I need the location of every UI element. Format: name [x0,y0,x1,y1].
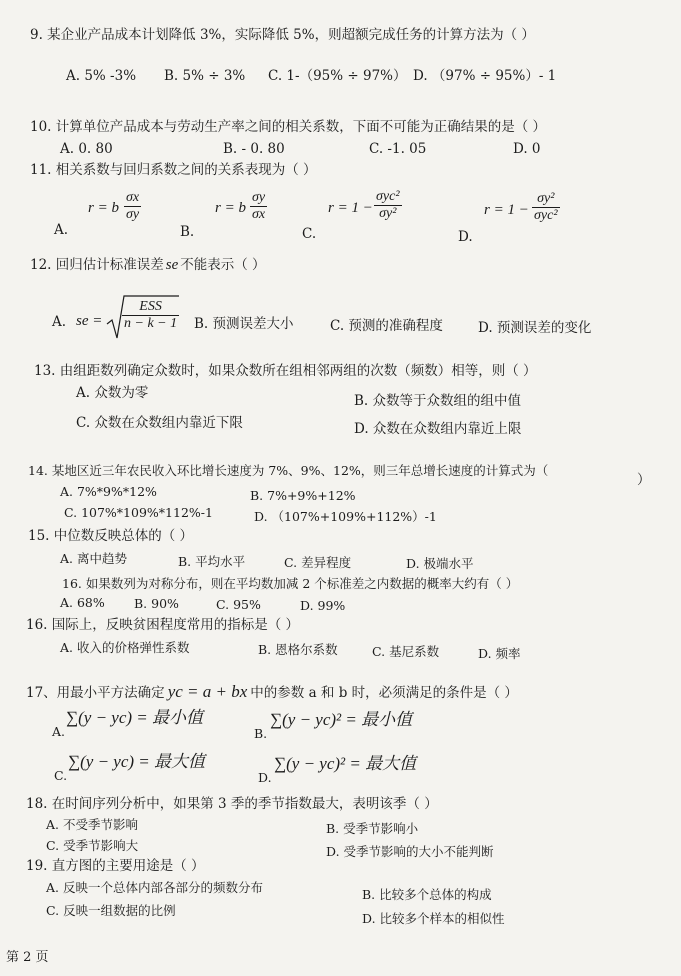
question-14-stem-tail: ） [637,472,651,488]
formula-a-lhs: r = b [88,200,119,216]
question-10-stem: 10. 计算单位产品成本与劳动生产率之间的相关系数，下面不可能为正确结果的是（ ） [30,119,547,135]
formula-b-lhs: r = b [215,200,246,216]
question-9-option-c: C. 1-（95% ÷ 97%） [268,68,407,84]
question-11-stem: 11. 相关系数与回归系数之间的关系表现为（ ） [30,162,317,178]
formula-c-fraction [374,189,402,222]
question-17-option-a-letter: A. [52,724,66,739]
question-17-option-b-expression: ∑(y − yc)² = 最小值 [270,710,413,729]
question-9-stem: 9. 某企业产品成本计划降低 3%，实际降低 5%，则超额完成任务的计算方法为（ ） [30,27,535,43]
question-16a-stem: 16. 如果数列为对称分布，则在平均数加减 2 个标准差之内数据的概率大约有（ ） [62,576,519,591]
question-19-option-a: A. 反映一个总体内部各部分的频数分布 [46,880,263,895]
question-16b-stem: 16. 国际上，反映贫困程度常用的指标是（ ） [26,617,300,633]
question-14-option-a: A. 7%*9%*12% [60,484,157,499]
formula-c-numerator: σyc² [376,189,400,204]
question-10-option-d: D. 0 [513,141,541,157]
question-19-stem: 19. 直方图的主要用途是（ ） [26,858,205,874]
question-18-stem: 18. 在时间序列分析中，如果第 3 季的季节指数最大，表明该季（ ） [26,796,438,812]
formula-regression-line: yc = a + bx [167,682,248,701]
question-18-option-a: A. 不受季节影响 [46,817,138,832]
formula-c-denominator: σy² [379,206,397,221]
question-13-stem: 13. 由组距数列确定众数时，如果众数所在组相邻两组的次数（频数）相等，则（ ） [34,363,537,379]
question-16b-option-b: B. 恩格尔系数 [258,642,338,657]
question-14-option-b: B. 7%+9%+12% [250,488,356,503]
formula-d-numerator: σy² [532,191,560,208]
formula-b-numerator: σy [252,190,266,205]
question-15-option-b: B. 平均水平 [178,554,246,569]
question-10-option-c: C. -1. 05 [369,141,427,157]
question-10-option-a: A. 0. 80 [60,141,113,157]
question-13-option-d: D. 众数在众数组内靠近上限 [354,421,522,437]
question-11-option-a-letter: A. [54,222,69,238]
question-12-stem: 12. 回归估计标准误差 se 不能表示（ ） [30,257,266,273]
question-9-option-b: B. 5% ÷ 3% [164,68,246,84]
question-17-option-c-expression: ∑(y − yc) = 最大值 [68,752,206,771]
question-12-option-b: B. 预测误差大小 [194,316,294,332]
formula-a-fraction [124,190,141,223]
question-9-option-d: D. （97% ÷ 95%）- 1 [413,68,557,84]
formula-se-denominator: n − k − 1 [124,316,178,331]
question-14-stem: 14. 某地区近三年农民收入环比增长速度为 7%、9%、12%，则三年总增长速度的计算式为（ [28,463,549,478]
question-16b-option-a: A. 收入的价格弹性系数 [60,640,190,655]
question-19-option-c: C. 反映一组数据的比例 [46,903,176,918]
question-16a-option-d: D. 99% [300,598,346,613]
question-16b-option-c: C. 基尼系数 [372,644,440,659]
question-15-option-d: D. 极端水平 [406,556,474,571]
formula-a-denominator: σy [126,207,140,222]
question-11-option-b-letter: B. [180,224,195,240]
formula-d-lhs: r = 1 − [484,202,529,218]
formula-a-numerator: σx [126,190,140,205]
page-number: 第 2 页 [6,950,49,965]
question-13-option-a: A. 众数为零 [76,385,149,401]
question-11-option-c-letter: C. [302,226,317,242]
question-17-option-a-expression: ∑(y − yc) = 最小值 [66,708,204,727]
question-15-option-c: C. 差异程度 [284,555,352,570]
question-11-option-d-letter: D. [458,229,473,245]
question-13-option-b: B. 众数等于众数组的组中值 [354,393,522,409]
question-13-option-c: C. 众数在众数组内靠近下限 [76,415,243,431]
question-16b-option-d: D. 频率 [478,646,521,661]
question-17-stem: 17、用最小平方法确定 yc = a + bx 中的参数 a 和 b 时，必须满足的条件是（ ） [26,682,518,701]
question-17-option-d-letter: D. [258,770,272,785]
question-17-option-b-letter: B. [254,726,268,741]
question-19-option-d: D. 比较多个样本的相似性 [362,911,505,926]
question-18-option-b: B. 受季节影响小 [326,821,419,836]
question-9-option-a: A. 5% -3% [66,68,137,84]
formula-se-lhs: se = [76,313,103,329]
question-12-option-d: D. 预测误差的变化 [478,320,592,336]
question-17-option-d-expression: ∑(y − yc)² = 最大值 [274,754,417,773]
question-18-option-d: D. 受季节影响的大小不能判断 [326,844,494,859]
formula-b-fraction [250,190,267,223]
formula-d-fraction [532,191,560,224]
question-14-option-d: D. （107%+109%+112%）-1 [254,509,437,524]
question-12-option-c: C. 预测的准确程度 [330,318,443,334]
question-16a-option-a: A. 68% [60,595,105,610]
formula-se-fraction [122,299,179,332]
question-15-stem: 15. 中位数反映总体的（ ） [28,528,194,544]
formula-b-denominator: σx [252,207,266,222]
question-12-option-a-letter: A. [52,314,67,330]
formula-d-denominator: σyc² [534,208,558,223]
formula-se-numerator: ESS [122,299,179,316]
question-19-option-b: B. 比较多个总体的构成 [362,887,492,902]
question-14-option-c: C. 107%*109%*112%-1 [64,505,213,520]
question-16a-option-b: B. 90% [134,596,179,611]
question-10-option-b: B. - 0. 80 [223,141,285,157]
question-17-option-c-letter: C. [54,768,68,783]
question-16a-option-c: C. 95% [216,597,261,612]
question-15-option-a: A. 离中趋势 [60,551,127,566]
formula-c-lhs: r = 1 − [328,200,373,216]
question-18-option-c: C. 受季节影响大 [46,838,139,853]
